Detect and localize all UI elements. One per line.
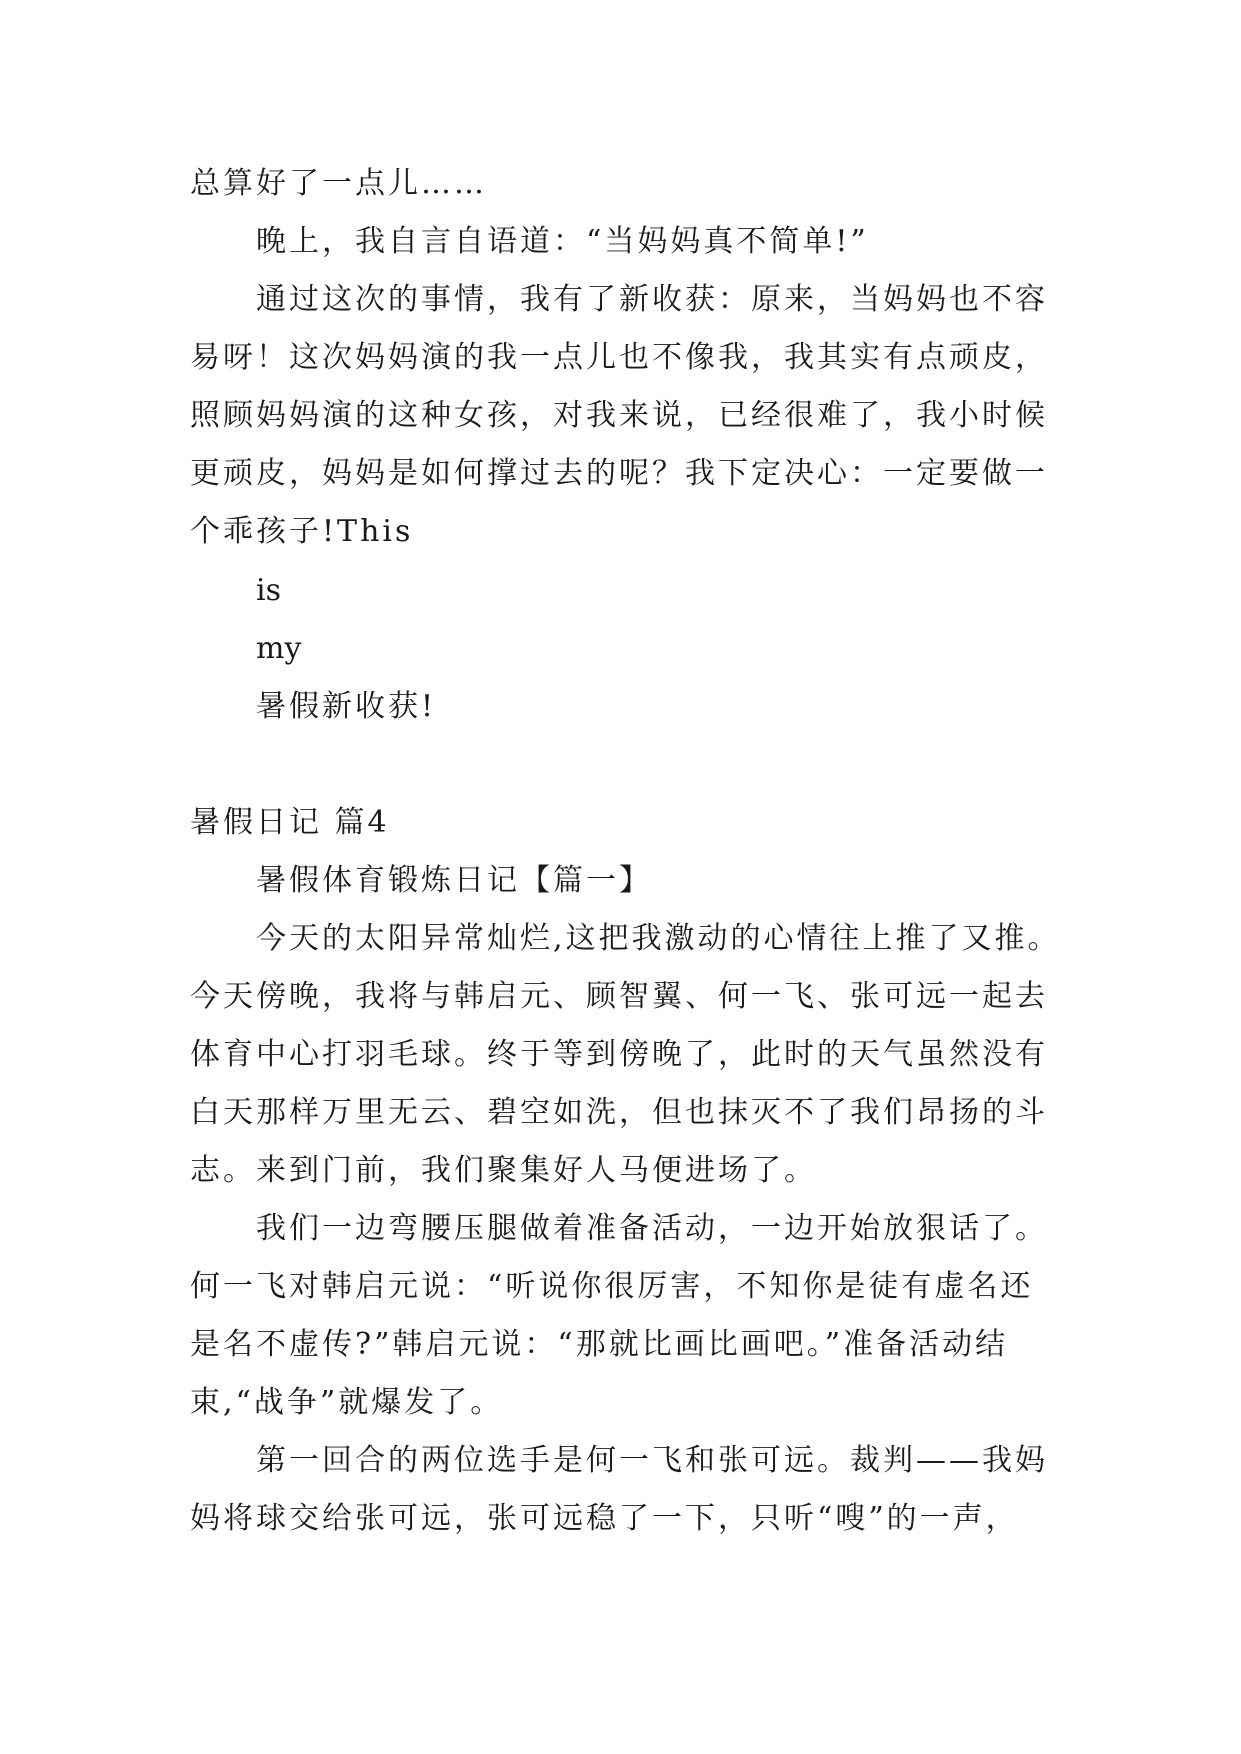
text-line: 通过这次的事情，我有了新收获：原来，当妈妈也不容	[256, 282, 1048, 317]
text-line: 白天那样万里无云、碧空如洗，但也抹灭不了我们昂扬的斗	[190, 1095, 1048, 1130]
text-line: 我们一边弯腰压腿做着准备活动，一边开始放狠话了。	[256, 1211, 1048, 1246]
text-line: 束,“战争”就爆发了。	[190, 1385, 504, 1420]
text-line: 晚上，我自言自语道：“当妈妈真不简单!”	[256, 224, 869, 259]
text-line: is	[256, 573, 281, 608]
section-heading: 暑假日记 篇4	[190, 805, 390, 840]
text-line: 暑假新收获!	[256, 689, 437, 724]
text-line: 更顽皮，妈妈是如何撑过去的呢？我下定决心：一定要做一	[190, 456, 1048, 491]
text-line: 今天傍晚，我将与韩启元、顾智翼、何一飞、张可远一起去	[190, 979, 1048, 1014]
text-line: 易呀！这次妈妈演的我一点儿也不像我，我其实有点顽皮，	[190, 340, 1048, 375]
text-line: 个乖孩子!This	[190, 514, 414, 549]
text-line: 是名不虚传?”韩启元说：“那就比画比画吧。”准备活动结	[190, 1327, 1009, 1362]
text-line: 今天的太阳异常灿烂,这把我激动的心情往上推了又推。	[256, 921, 1061, 956]
text-line: 总算好了一点儿……	[190, 166, 487, 201]
subsection-heading: 暑假体育锻炼日记【篇一】	[256, 863, 652, 898]
text-line: 何一飞对韩启元说：“听说你很厉害，不知你是徒有虚名还	[190, 1269, 1034, 1304]
text-line: 妈将球交给张可远，张可远稳了一下，只听“嗖”的一声，	[190, 1501, 1019, 1536]
text-line: 照顾妈妈演的这种女孩，对我来说，已经很难了，我小时候	[190, 398, 1048, 433]
text-line: my	[256, 631, 302, 666]
text-line: 志。来到门前，我们聚集好人马便进场了。	[190, 1153, 817, 1188]
text-line: 体育中心打羽毛球。终于等到傍晚了，此时的天气虽然没有	[190, 1037, 1048, 1072]
text-line: 第一回合的两位选手是何一飞和张可远。裁判——我妈	[256, 1443, 1048, 1478]
